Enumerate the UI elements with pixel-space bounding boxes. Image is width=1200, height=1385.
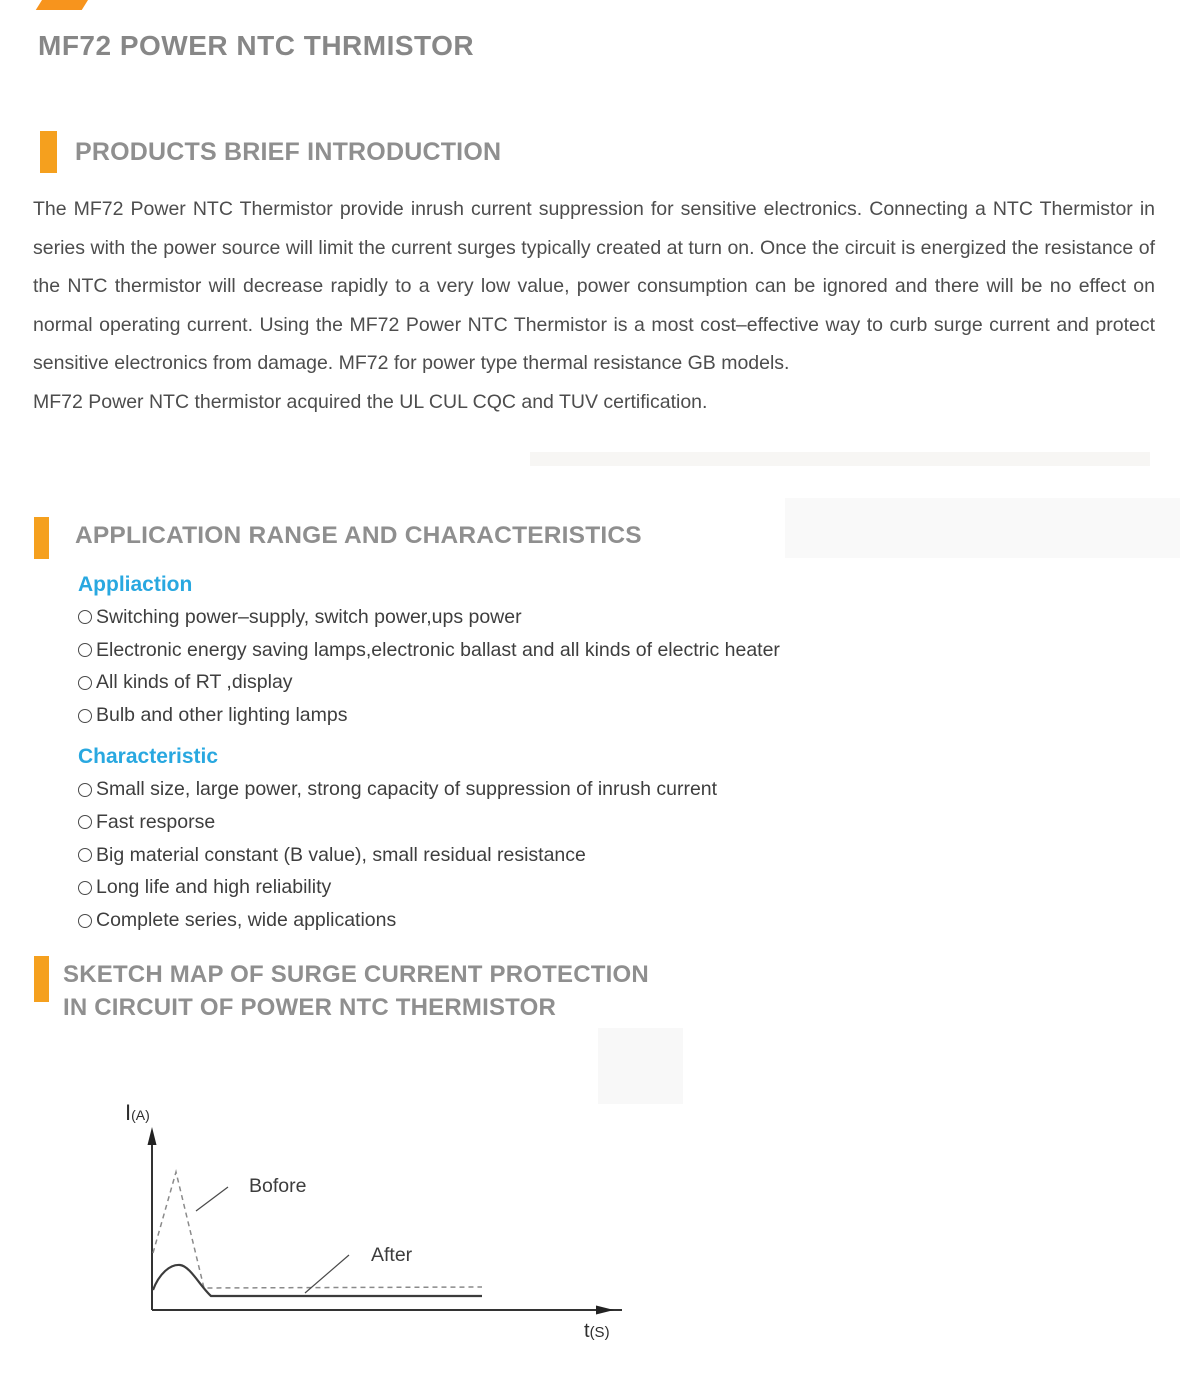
- section-heading-sketch-map: [63, 958, 703, 1024]
- intro-paragraphs: [33, 190, 1155, 421]
- y-axis-arrow-icon: [148, 1127, 157, 1145]
- list-item-label: Fast resporse: [96, 810, 216, 833]
- list-item-label: Electronic energy saving lamps,electronic ballast and all kinds of electric heater: [96, 638, 780, 661]
- list-item: [78, 634, 1078, 667]
- before-curve: [153, 1172, 482, 1288]
- circle-bullet-icon: [78, 643, 92, 657]
- section-accent-bar: [34, 956, 49, 1002]
- list-item-label: Small size, large power, strong capacity of suppression of inrush current: [96, 778, 718, 801]
- corner-accent-icon: [36, 0, 88, 10]
- list-item-label: Long life and high reliability: [96, 876, 332, 899]
- y-axis-label: I(A): [125, 1100, 150, 1125]
- sketch-heading-line-2: IN CIRCUIT OF POWER NTC THERMISTOR: [63, 994, 557, 1021]
- list-item-label: Big material constant (B value), small residual resistance: [96, 843, 586, 866]
- curve-label-0: Bofore: [249, 1175, 307, 1197]
- characteristic-list: [78, 773, 1078, 937]
- circle-bullet-icon: [78, 610, 92, 624]
- section-accent-bar: [40, 131, 57, 173]
- x-axis-label: t(S): [584, 1320, 610, 1342]
- circle-bullet-icon: [78, 709, 92, 723]
- list-item: [78, 667, 1078, 700]
- sketch-heading-line-1: SKETCH MAP OF SURGE CURRENT PROTECTION: [63, 961, 649, 988]
- page-title: MF72 POWER NTC THRMISTOR: [38, 30, 475, 61]
- section-heading-application: APPLICATION RANGE AND CHARACTERISTICS: [75, 522, 642, 549]
- after-curve: [153, 1265, 482, 1296]
- subsection-title-application: Appliaction: [78, 573, 193, 596]
- circle-bullet-icon: [78, 783, 92, 797]
- circle-bullet-icon: [78, 815, 92, 829]
- list-item-label: Complete series, wide applications: [96, 909, 397, 932]
- list-item: [78, 773, 1078, 806]
- surge-current-chart: [100, 1085, 660, 1365]
- intro-paragraph-2: MF72 Power NTC thermistor acquired the UL CUL CQC and TUV certification.: [33, 390, 708, 413]
- list-item-label: All kinds of RT ,display: [96, 671, 293, 694]
- list-item: [78, 872, 1078, 905]
- list-item-label: Switching power–supply, switch power,ups power: [96, 605, 522, 628]
- list-item-label: Bulb and other lighting lamps: [96, 704, 348, 727]
- section-heading-introduction: PRODUCTS BRIEF INTRODUCTION: [75, 138, 502, 166]
- pointer-line-0: [196, 1187, 228, 1211]
- scan-artifact-band: [530, 452, 1150, 466]
- intro-paragraph-1: The MF72 Power NTC Thermistor provide inrush current suppression for sensitive electronics. Connecting a NTC Thermistor in series with the power source will limit the current surges typically created at turn on. Once the circuit is energized the resistance of the NTC thermistor will decrease rapidly to a very low value, power consumption can be ignored and there will be no effect on normal operating current. Using the MF72 Power NTC Thermistor is a most cost–effective way to curb surge current and protect sensitive electronics from damage. MF72 for power type thermal resistance GB models.: [33, 198, 1155, 374]
- list-item: [78, 904, 1078, 937]
- list-item: [78, 806, 1078, 839]
- x-axis-arrow-icon: [596, 1306, 614, 1315]
- circle-bullet-icon: [78, 881, 92, 895]
- subsection-title-characteristic: Characteristic: [78, 745, 219, 769]
- application-characteristics-block: [78, 568, 1078, 937]
- list-item: [78, 839, 1078, 872]
- section-accent-bar: [34, 517, 49, 559]
- circle-bullet-icon: [78, 848, 92, 862]
- list-item: [78, 601, 1078, 634]
- circle-bullet-icon: [78, 676, 92, 690]
- curve-label-1: After: [371, 1244, 413, 1266]
- circle-bullet-icon: [78, 914, 92, 928]
- scan-artifact-band: [785, 498, 1180, 558]
- application-list: [78, 601, 1078, 732]
- list-item: [78, 699, 1078, 732]
